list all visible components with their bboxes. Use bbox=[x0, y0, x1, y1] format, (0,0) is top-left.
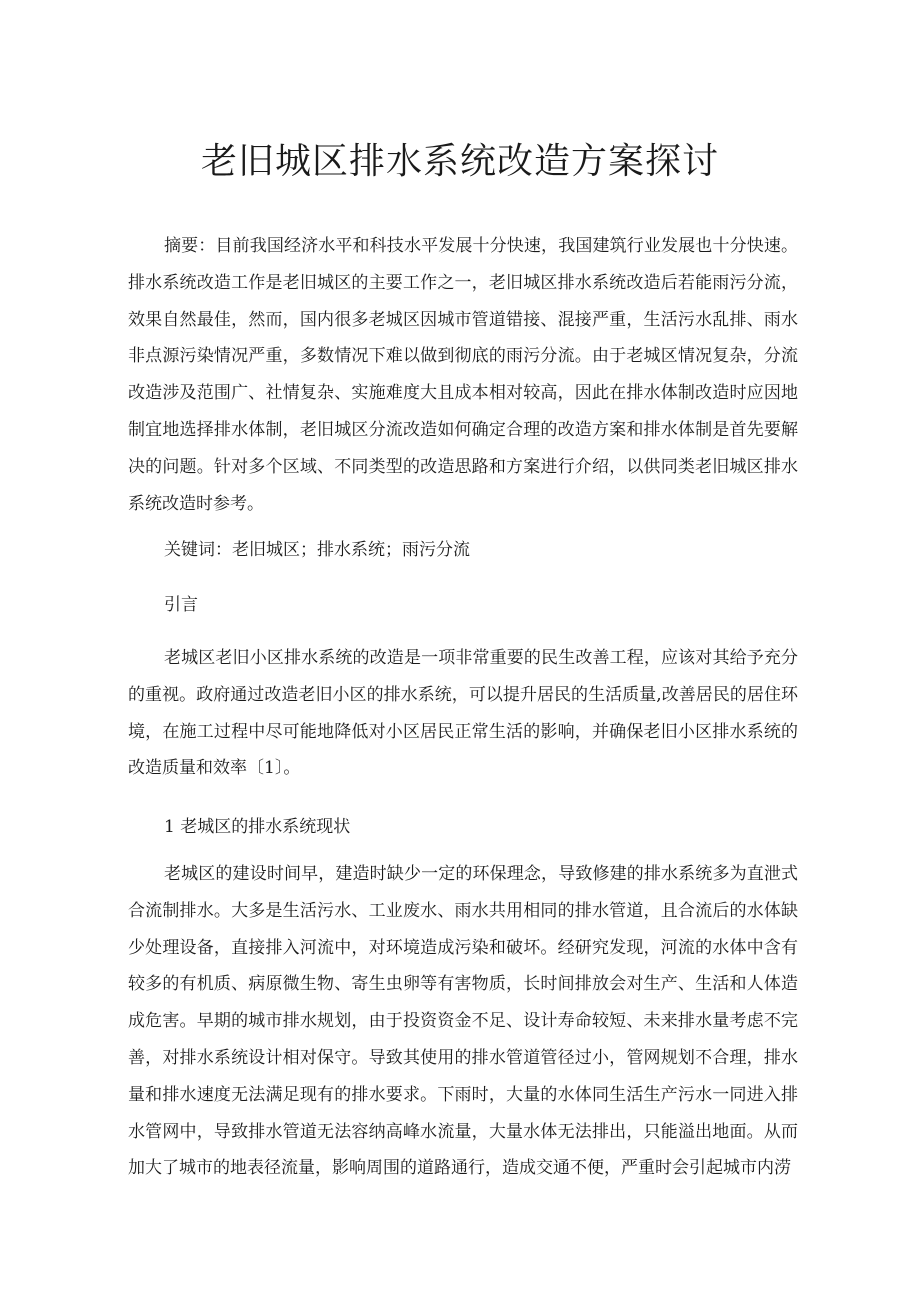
abstract-paragraph: 摘要：目前我国经济水平和科技水平发展十分快速，我国建筑行业发展也十分快速。排水系统改造工作是老旧城区的主要工作之一，老旧城区排水系统改造后若能雨污分流，效果自然最佳，然而，国内很多老城区因城市管道错接、混接严重，生活污水乱排、雨水非点源污染情况严重，多数情况下难以做到彻底的雨污分流。由于老城区情况复杂，分流改造涉及范围广、社情复杂、实施难度大且成本相对较高，因此在排水体制改造时应因地制宜地选择排水体制，老旧城区分流改造如何确定合理的改造方案和排水体制是首先要解决的问题。针对多个区域、不同类型的改造思路和方案进行介绍，以供同类老旧城区排水系统改造时参考。 bbox=[128, 236, 798, 514]
intro-heading: 引言 bbox=[164, 595, 198, 615]
intro-paragraph: 老城区老旧小区排水系统的改造是一项非常重要的民生改善工程，应该对其给予充分的重视。政府通过改造老旧小区的排水系统，可以提升居民的生活质量,改善居民的居住环境，在施工过程中尽可能地降低对小区居民正常生活的影响，并确保老旧小区排水系统的改造质量和效率〔1〕。 bbox=[128, 648, 798, 779]
keywords-line: 关键词：老旧城区；排水系统；雨污分流 bbox=[164, 540, 470, 560]
section-1-heading: 1 老城区的排水系统现状 bbox=[164, 817, 351, 837]
document-title: 老旧城区排水系统改造方案探讨 bbox=[200, 141, 719, 182]
section-1-paragraph: 老城区的建设时间早，建造时缺少一定的环保理念，导致修建的排水系统多为直泄式合流制排水。大多是生活污水、工业废水、雨水共用相同的排水管道，且合流后的水体缺少处理设备，直接排入河流中，对环境造成污染和破坏。经研究发现，河流的水体中含有较多的有机质、病原微生物、寄生虫卵等有害物质，长时间排放会对生产、生活和人体造成危害。早期的城市排水规划，由于投资资金不足、设计寿命较短、未来排水量考虑不完善，对排水系统设计相对保守。导致其使用的排水管道管径过小，管网规划不合理，排水量和排水速度无法满足现有的排水要求。下雨时，大量的水体同生活生产污水一同进入排水管网中，导致排水管道无法容纳高峰水流量，大量水体无法排出，只能溢出地面。从而加大了城市的地表径流量，影响周围的道路通行，造成交通不便，严重时会引起城市内涝 bbox=[128, 864, 798, 1179]
